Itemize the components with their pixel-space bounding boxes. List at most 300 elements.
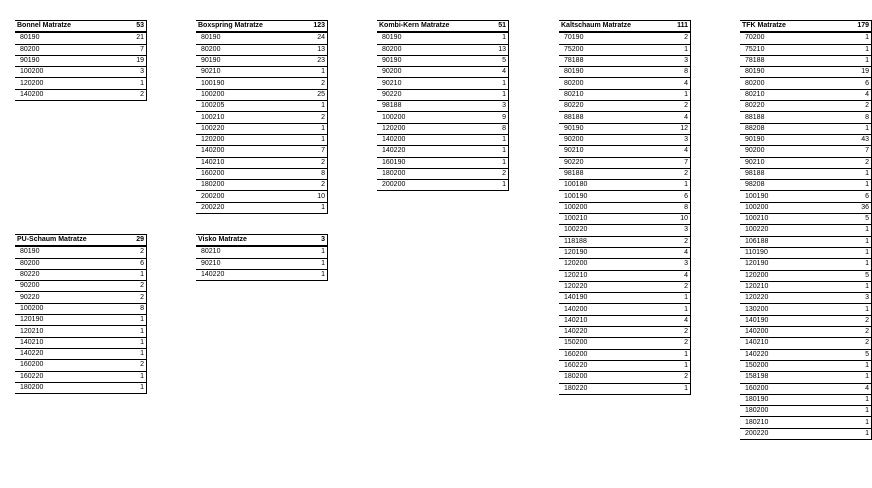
table-row bbox=[377, 67, 509, 78]
count-value: 1 bbox=[838, 360, 871, 371]
size-code: 120200 bbox=[196, 134, 303, 145]
count-value: 8 bbox=[668, 67, 691, 78]
count-value: 1 bbox=[668, 180, 691, 191]
table-row bbox=[559, 270, 691, 281]
table-row bbox=[740, 270, 872, 281]
table-row bbox=[559, 191, 691, 202]
size-code: 80190 bbox=[196, 32, 303, 44]
count-value: 2 bbox=[303, 112, 328, 123]
size-code: 100210 bbox=[559, 214, 668, 225]
count-value: 2 bbox=[838, 327, 871, 338]
size-code: 120200 bbox=[15, 78, 124, 89]
size-code: 88188 bbox=[559, 112, 668, 123]
count-value: 6 bbox=[838, 78, 871, 89]
table-total: 3 bbox=[309, 235, 327, 247]
table-row bbox=[740, 293, 872, 304]
size-code: 100180 bbox=[559, 180, 668, 191]
table-row bbox=[559, 293, 691, 304]
count-value: 1 bbox=[309, 269, 327, 280]
size-code: 200220 bbox=[740, 428, 838, 439]
size-code: 130200 bbox=[740, 304, 838, 315]
size-code: 90190 bbox=[559, 123, 668, 134]
table-row bbox=[559, 134, 691, 145]
size-code: 70200 bbox=[740, 32, 838, 44]
table-row bbox=[559, 202, 691, 213]
size-code: 160200 bbox=[559, 349, 668, 360]
table-row bbox=[559, 315, 691, 326]
table-row bbox=[559, 146, 691, 157]
count-value: 8 bbox=[128, 303, 147, 314]
size-code: 160200 bbox=[196, 168, 303, 179]
size-code: 150200 bbox=[740, 360, 838, 371]
mattress-table-6 bbox=[15, 234, 147, 394]
table-row bbox=[377, 180, 509, 191]
size-code: 120190 bbox=[559, 247, 668, 258]
size-code: 140200 bbox=[377, 134, 490, 145]
size-code: 80190 bbox=[15, 246, 128, 258]
count-value: 1 bbox=[303, 67, 328, 78]
size-code: 100200 bbox=[15, 67, 124, 78]
count-value: 2 bbox=[668, 101, 691, 112]
table-row bbox=[15, 246, 147, 258]
table-row bbox=[740, 406, 872, 417]
size-code: 140220 bbox=[377, 146, 490, 157]
table-row bbox=[740, 349, 872, 360]
size-code: 200200 bbox=[377, 180, 490, 191]
count-value: 1 bbox=[128, 315, 147, 326]
table-row bbox=[15, 326, 147, 337]
size-code: 100210 bbox=[740, 214, 838, 225]
size-code: 90190 bbox=[740, 134, 838, 145]
size-code: 98208 bbox=[740, 180, 838, 191]
table-row bbox=[740, 327, 872, 338]
count-value: 4 bbox=[668, 247, 691, 258]
table-row bbox=[559, 180, 691, 191]
count-value: 5 bbox=[490, 55, 509, 66]
count-value: 4 bbox=[668, 112, 691, 123]
size-code: 180200 bbox=[15, 382, 128, 393]
size-code: 90220 bbox=[15, 292, 128, 303]
size-code: 106188 bbox=[740, 236, 838, 247]
size-code: 110190 bbox=[740, 247, 838, 258]
count-value: 19 bbox=[838, 67, 871, 78]
size-code: 90210 bbox=[559, 146, 668, 157]
table-row bbox=[377, 32, 509, 44]
table-row bbox=[15, 292, 147, 303]
mattress-table-4 bbox=[559, 20, 691, 395]
count-value: 10 bbox=[303, 191, 328, 202]
count-value: 7 bbox=[668, 157, 691, 168]
count-value: 2 bbox=[303, 180, 328, 191]
count-value: 1 bbox=[124, 78, 147, 89]
count-value: 2 bbox=[838, 338, 871, 349]
size-code: 140190 bbox=[559, 293, 668, 304]
size-code: 90200 bbox=[559, 134, 668, 145]
size-code: 80210 bbox=[740, 89, 838, 100]
count-value: 1 bbox=[128, 269, 147, 280]
size-code: 140200 bbox=[740, 327, 838, 338]
table-row bbox=[559, 259, 691, 270]
size-code: 140220 bbox=[15, 348, 128, 359]
size-code: 150200 bbox=[559, 338, 668, 349]
count-value: 1 bbox=[668, 349, 691, 360]
size-code: 90200 bbox=[15, 281, 128, 292]
size-code: 90220 bbox=[559, 157, 668, 168]
count-value: 2 bbox=[128, 292, 147, 303]
count-value: 5 bbox=[838, 214, 871, 225]
table-row bbox=[559, 101, 691, 112]
size-code: 80190 bbox=[740, 67, 838, 78]
size-code: 200220 bbox=[196, 202, 303, 213]
size-code: 158198 bbox=[740, 372, 838, 383]
size-code: 90190 bbox=[377, 55, 490, 66]
count-value: 4 bbox=[668, 78, 691, 89]
size-code: 140210 bbox=[15, 337, 128, 348]
count-value: 4 bbox=[838, 89, 871, 100]
table-row bbox=[740, 214, 872, 225]
count-value: 1 bbox=[490, 157, 509, 168]
table-row bbox=[196, 134, 328, 145]
count-value: 1 bbox=[303, 134, 328, 145]
table-row bbox=[559, 157, 691, 168]
count-value: 1 bbox=[838, 55, 871, 66]
size-code: 100200 bbox=[559, 202, 668, 213]
count-value: 1 bbox=[838, 304, 871, 315]
size-code: 120190 bbox=[15, 315, 128, 326]
count-value: 1 bbox=[838, 247, 871, 258]
table-row bbox=[559, 55, 691, 66]
table-header-row bbox=[15, 21, 147, 33]
count-value: 7 bbox=[838, 146, 871, 157]
count-value: 1 bbox=[838, 372, 871, 383]
size-code: 120210 bbox=[559, 270, 668, 281]
size-code: 80220 bbox=[740, 101, 838, 112]
table-row bbox=[196, 89, 328, 100]
table-row bbox=[559, 247, 691, 258]
count-value: 5 bbox=[838, 270, 871, 281]
size-code: 180210 bbox=[740, 417, 838, 428]
table-row bbox=[15, 371, 147, 382]
count-value: 4 bbox=[838, 383, 871, 394]
count-value: 2 bbox=[668, 236, 691, 247]
size-code: 140220 bbox=[740, 349, 838, 360]
size-code: 98188 bbox=[377, 101, 490, 112]
size-code: 80210 bbox=[559, 89, 668, 100]
table-row bbox=[377, 112, 509, 123]
table-row bbox=[377, 168, 509, 179]
mattress-table-5 bbox=[740, 20, 872, 440]
size-code: 100200 bbox=[196, 89, 303, 100]
size-code: 90210 bbox=[196, 67, 303, 78]
mattress-table-3 bbox=[377, 20, 509, 191]
count-value: 1 bbox=[668, 304, 691, 315]
count-value: 2 bbox=[668, 327, 691, 338]
count-value: 1 bbox=[128, 382, 147, 393]
count-value: 1 bbox=[838, 259, 871, 270]
size-code: 120220 bbox=[559, 281, 668, 292]
size-code: 180190 bbox=[740, 394, 838, 405]
size-code: 140200 bbox=[196, 146, 303, 157]
size-code: 75210 bbox=[740, 44, 838, 55]
count-value: 13 bbox=[490, 44, 509, 55]
table-row bbox=[740, 101, 872, 112]
table-row bbox=[559, 225, 691, 236]
size-code: 180200 bbox=[559, 372, 668, 383]
table-row bbox=[377, 55, 509, 66]
table-row bbox=[740, 338, 872, 349]
size-code: 100210 bbox=[196, 112, 303, 123]
table-row bbox=[740, 383, 872, 394]
count-value: 1 bbox=[838, 417, 871, 428]
count-value: 1 bbox=[838, 123, 871, 134]
size-code: 120200 bbox=[377, 123, 490, 134]
size-code: 120220 bbox=[740, 293, 838, 304]
count-value: 1 bbox=[838, 168, 871, 179]
table-row bbox=[740, 134, 872, 145]
table-row bbox=[377, 44, 509, 55]
table-row bbox=[740, 259, 872, 270]
table-row bbox=[559, 372, 691, 383]
table-row bbox=[15, 78, 147, 89]
table-row bbox=[559, 67, 691, 78]
table-row bbox=[196, 180, 328, 191]
count-value: 3 bbox=[838, 293, 871, 304]
table-row bbox=[559, 281, 691, 292]
count-value: 3 bbox=[490, 101, 509, 112]
size-code: 80210 bbox=[196, 246, 309, 258]
size-code: 160190 bbox=[377, 157, 490, 168]
table-row bbox=[15, 32, 147, 44]
count-value: 21 bbox=[124, 32, 147, 44]
table-row bbox=[559, 360, 691, 371]
table-row bbox=[196, 246, 328, 258]
table-title: Bonnel Matratze bbox=[15, 21, 124, 33]
size-code: 88208 bbox=[740, 123, 838, 134]
count-value: 1 bbox=[838, 394, 871, 405]
table-row bbox=[740, 428, 872, 439]
size-code: 90210 bbox=[196, 258, 309, 269]
count-value: 6 bbox=[838, 191, 871, 202]
count-value: 2 bbox=[128, 360, 147, 371]
size-code: 100190 bbox=[740, 191, 838, 202]
size-code: 140200 bbox=[559, 304, 668, 315]
count-value: 1 bbox=[490, 134, 509, 145]
count-value: 1 bbox=[490, 78, 509, 89]
table-row bbox=[740, 247, 872, 258]
count-value: 1 bbox=[128, 371, 147, 382]
table-row bbox=[15, 55, 147, 66]
table-row bbox=[740, 225, 872, 236]
table-row bbox=[15, 337, 147, 348]
size-code: 120210 bbox=[15, 326, 128, 337]
table-row bbox=[196, 123, 328, 134]
table-row bbox=[740, 32, 872, 44]
size-code: 80190 bbox=[559, 67, 668, 78]
count-value: 1 bbox=[303, 101, 328, 112]
count-value: 1 bbox=[128, 348, 147, 359]
size-code: 100200 bbox=[377, 112, 490, 123]
count-value: 9 bbox=[490, 112, 509, 123]
size-code: 180200 bbox=[196, 180, 303, 191]
table-row bbox=[15, 269, 147, 280]
count-value: 2 bbox=[303, 78, 328, 89]
count-value: 8 bbox=[490, 123, 509, 134]
count-value: 7 bbox=[124, 44, 147, 55]
table-total: 123 bbox=[303, 21, 328, 33]
size-code: 90210 bbox=[740, 157, 838, 168]
size-code: 180220 bbox=[559, 383, 668, 394]
table-row bbox=[196, 146, 328, 157]
count-value: 2 bbox=[668, 281, 691, 292]
count-value: 4 bbox=[668, 270, 691, 281]
size-code: 80220 bbox=[15, 269, 128, 280]
size-code: 120200 bbox=[559, 259, 668, 270]
count-value: 5 bbox=[838, 349, 871, 360]
size-code: 100200 bbox=[740, 202, 838, 213]
size-code: 120200 bbox=[740, 270, 838, 281]
table-row bbox=[196, 44, 328, 55]
count-value: 7 bbox=[303, 146, 328, 157]
table-row bbox=[740, 281, 872, 292]
count-value: 3 bbox=[668, 55, 691, 66]
count-value: 1 bbox=[490, 32, 509, 44]
table-row bbox=[559, 214, 691, 225]
size-code: 80200 bbox=[377, 44, 490, 55]
count-value: 1 bbox=[668, 89, 691, 100]
mattress-table-2 bbox=[196, 20, 328, 214]
count-value: 1 bbox=[838, 236, 871, 247]
size-code: 120210 bbox=[740, 281, 838, 292]
size-code: 70190 bbox=[559, 32, 668, 44]
count-value: 8 bbox=[668, 202, 691, 213]
size-code: 140220 bbox=[196, 269, 309, 280]
size-code: 80200 bbox=[15, 44, 124, 55]
table-row bbox=[15, 258, 147, 269]
table-row bbox=[196, 168, 328, 179]
table-row bbox=[196, 67, 328, 78]
count-value: 8 bbox=[303, 168, 328, 179]
table-row bbox=[559, 236, 691, 247]
table-row bbox=[559, 44, 691, 55]
table-row bbox=[740, 112, 872, 123]
count-value: 1 bbox=[128, 337, 147, 348]
count-value: 2 bbox=[838, 101, 871, 112]
size-code: 140210 bbox=[740, 338, 838, 349]
count-value: 1 bbox=[309, 246, 327, 258]
table-row bbox=[740, 78, 872, 89]
table-row bbox=[740, 394, 872, 405]
size-code: 160200 bbox=[15, 360, 128, 371]
count-value: 1 bbox=[309, 258, 327, 269]
count-value: 1 bbox=[838, 428, 871, 439]
table-row bbox=[740, 44, 872, 55]
table-header-row bbox=[15, 235, 147, 247]
table-total: 111 bbox=[668, 21, 691, 33]
size-code: 100200 bbox=[15, 303, 128, 314]
table-row bbox=[740, 417, 872, 428]
count-value: 1 bbox=[838, 44, 871, 55]
count-value: 1 bbox=[668, 383, 691, 394]
count-value: 10 bbox=[668, 214, 691, 225]
count-value: 2 bbox=[128, 281, 147, 292]
size-code: 140200 bbox=[15, 89, 124, 100]
table-row bbox=[15, 303, 147, 314]
table-row bbox=[196, 78, 328, 89]
count-value: 4 bbox=[668, 315, 691, 326]
table-title: Kombi-Kern Matratze bbox=[377, 21, 490, 33]
table-row bbox=[740, 168, 872, 179]
size-code: 100205 bbox=[196, 101, 303, 112]
table-row bbox=[740, 360, 872, 371]
table-row bbox=[740, 315, 872, 326]
size-code: 100220 bbox=[559, 225, 668, 236]
size-code: 78188 bbox=[740, 55, 838, 66]
table-header-row bbox=[740, 21, 872, 33]
size-code: 80200 bbox=[740, 78, 838, 89]
count-value: 1 bbox=[128, 326, 147, 337]
size-code: 180200 bbox=[377, 168, 490, 179]
table-row bbox=[559, 349, 691, 360]
table-row bbox=[196, 112, 328, 123]
table-row bbox=[15, 44, 147, 55]
table-row bbox=[15, 360, 147, 371]
count-value: 1 bbox=[303, 202, 328, 213]
count-value: 2 bbox=[490, 168, 509, 179]
count-value: 43 bbox=[838, 134, 871, 145]
count-value: 1 bbox=[838, 406, 871, 417]
size-code: 80200 bbox=[15, 258, 128, 269]
table-row bbox=[740, 236, 872, 247]
table-row bbox=[196, 157, 328, 168]
table-row bbox=[559, 112, 691, 123]
size-code: 78188 bbox=[559, 55, 668, 66]
count-value: 1 bbox=[838, 281, 871, 292]
count-value: 3 bbox=[124, 67, 147, 78]
count-value: 3 bbox=[668, 225, 691, 236]
size-code: 200200 bbox=[196, 191, 303, 202]
table-row bbox=[196, 269, 328, 280]
count-value: 23 bbox=[303, 55, 328, 66]
size-code: 80200 bbox=[196, 44, 303, 55]
count-value: 2 bbox=[128, 246, 147, 258]
count-value: 8 bbox=[838, 112, 871, 123]
count-value: 25 bbox=[303, 89, 328, 100]
table-total: 179 bbox=[838, 21, 871, 33]
count-value: 13 bbox=[303, 44, 328, 55]
table-row bbox=[559, 304, 691, 315]
size-code: 90190 bbox=[15, 55, 124, 66]
table-row bbox=[377, 89, 509, 100]
table-row bbox=[377, 78, 509, 89]
count-value: 24 bbox=[303, 32, 328, 44]
count-value: 2 bbox=[124, 89, 147, 100]
table-row bbox=[377, 123, 509, 134]
size-code: 90190 bbox=[196, 55, 303, 66]
count-value: 2 bbox=[668, 32, 691, 44]
table-row bbox=[559, 383, 691, 394]
count-value: 1 bbox=[668, 44, 691, 55]
size-code: 140220 bbox=[559, 327, 668, 338]
table-row bbox=[377, 134, 509, 145]
size-code: 80190 bbox=[377, 32, 490, 44]
table-row bbox=[740, 157, 872, 168]
table-row bbox=[15, 348, 147, 359]
table-title: PU-Schaum Matratze bbox=[15, 235, 128, 247]
count-value: 2 bbox=[303, 157, 328, 168]
size-code: 100190 bbox=[559, 191, 668, 202]
count-value: 1 bbox=[668, 293, 691, 304]
count-value: 6 bbox=[128, 258, 147, 269]
